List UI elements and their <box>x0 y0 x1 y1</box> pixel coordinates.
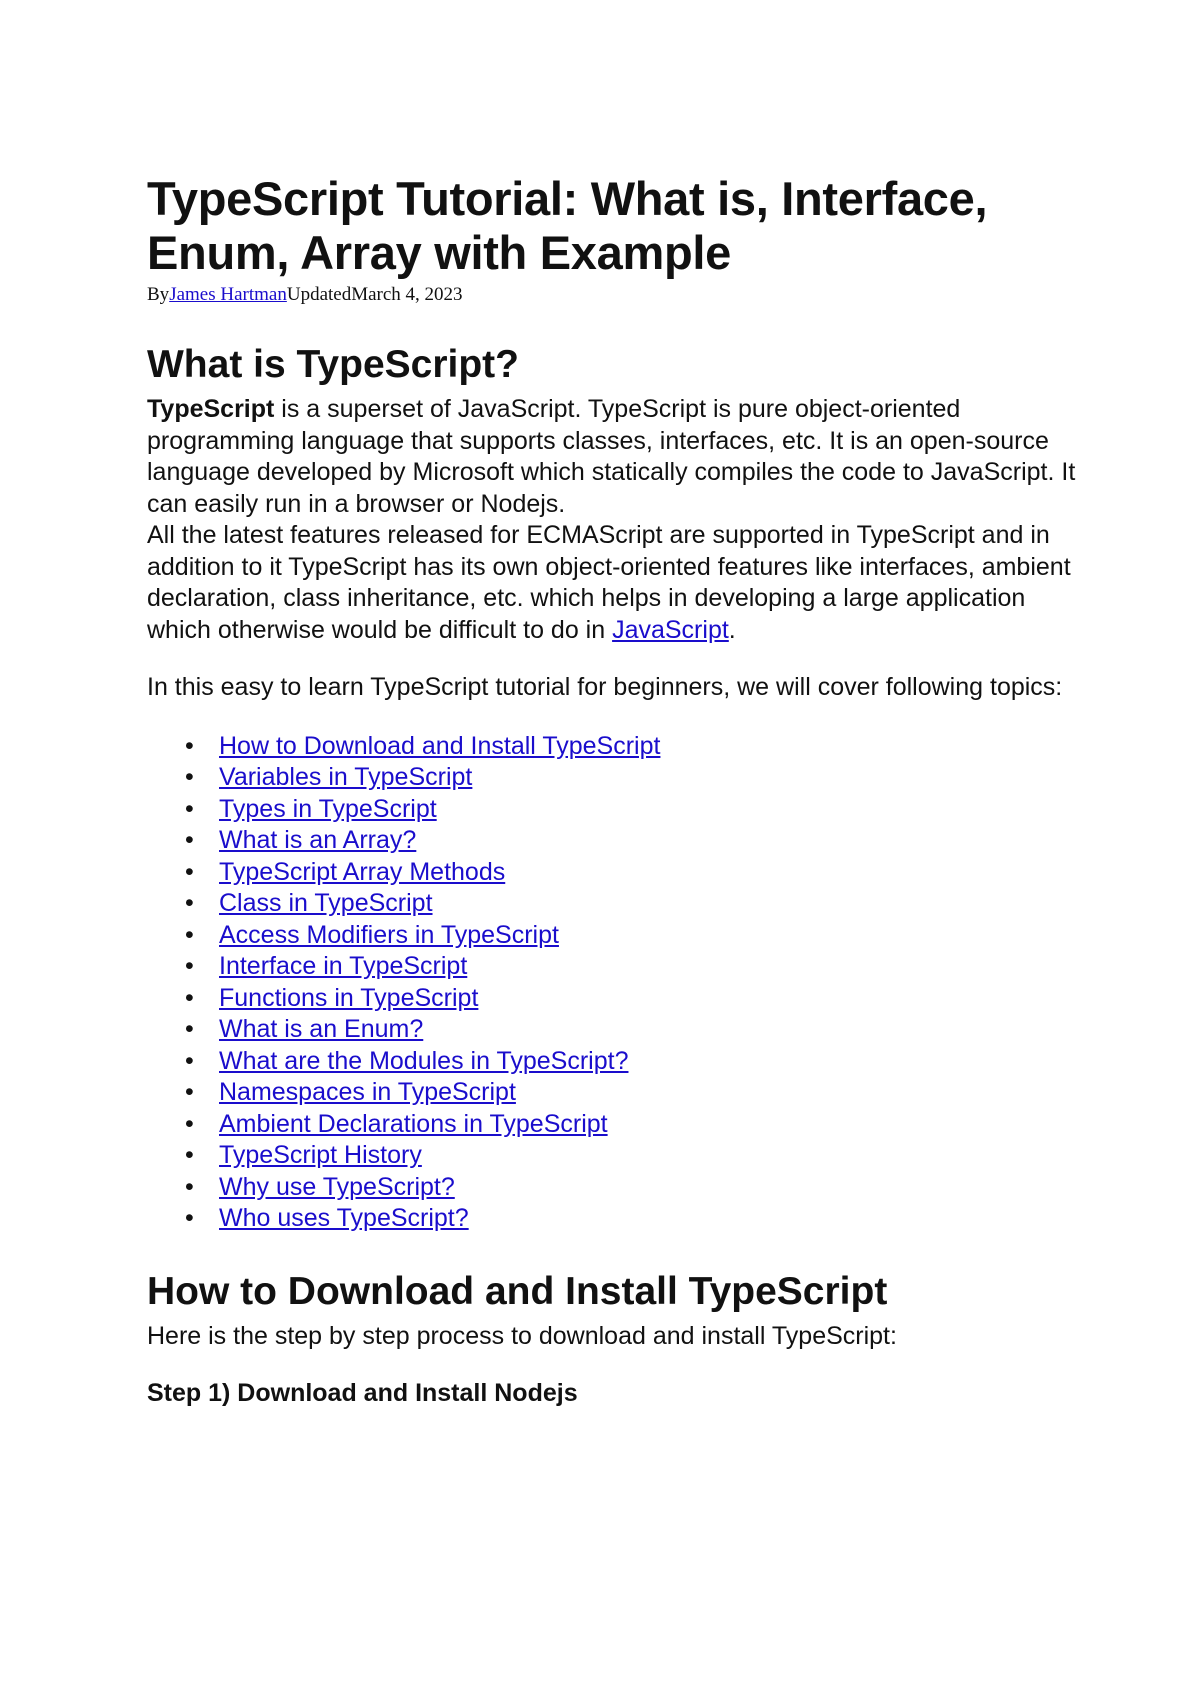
bullet-icon: • <box>185 1109 194 1138</box>
step-1-heading: Step 1) Download and Install Nodejs <box>147 1379 578 1407</box>
toc-item <box>185 857 1087 889</box>
toc-item <box>185 1046 1087 1078</box>
toc-link-modules[interactable]: What are the Modules in TypeScript? <box>219 1046 629 1075</box>
toc-link-access-modifiers[interactable]: Access Modifiers in TypeScript <box>219 920 559 949</box>
bullet-icon: • <box>185 1078 194 1106</box>
page-title <box>147 172 1087 280</box>
byline <box>147 284 1087 306</box>
toc-link-why-use[interactable]: Why use TypeScript? <box>219 1172 455 1201</box>
toc-link-variables[interactable]: Variables in TypeScript <box>219 763 473 791</box>
intro-paragraph <box>147 394 1087 646</box>
toc-link-array[interactable]: What is an Array? <box>219 826 417 854</box>
toc-link-enum[interactable]: What is an Enum? <box>219 1015 424 1043</box>
title-line-1: TypeScript Tutorial: What is, Interface, <box>147 172 988 225</box>
toc-link-interface[interactable]: Interface in TypeScript <box>219 952 468 980</box>
toc-link-history[interactable]: TypeScript History <box>219 1141 422 1169</box>
byline-by: By <box>147 284 170 305</box>
toc-item <box>185 1014 1087 1046</box>
toc-link-functions[interactable]: Functions in TypeScript <box>219 983 479 1012</box>
bullet-icon: • <box>185 1204 194 1232</box>
article <box>147 172 1087 1409</box>
bullet-icon: • <box>185 952 194 980</box>
toc-link-class[interactable]: Class in TypeScript <box>219 889 433 917</box>
toc-item <box>185 762 1087 794</box>
bullet-icon: • <box>185 920 194 949</box>
javascript-link[interactable]: JavaScript <box>612 615 729 644</box>
toc-link-namespaces[interactable]: Namespaces in TypeScript <box>219 1078 516 1106</box>
bullet-icon: • <box>185 794 194 823</box>
bullet-icon: • <box>185 857 194 886</box>
toc-item <box>185 1140 1087 1172</box>
toc-item <box>185 1109 1087 1141</box>
features-end: . <box>728 615 736 644</box>
bullet-icon: • <box>185 1172 194 1201</box>
toc-item <box>185 1203 1087 1235</box>
bullet-icon: • <box>185 1015 194 1043</box>
toc-link-types[interactable]: Types in TypeScript <box>219 794 437 823</box>
bullet-icon: • <box>185 1046 194 1075</box>
toc-item <box>185 888 1087 920</box>
toc-link-ambient-declarations[interactable]: Ambient Declarations in TypeScript <box>219 1109 608 1138</box>
topics-intro-paragraph: In this easy to learn TypeScript tutorial for beginners, we will cover following topics: <box>147 673 1063 701</box>
toc-item <box>185 825 1087 857</box>
install-description: Here is the step by step process to download and install TypeScript: <box>147 1321 897 1350</box>
toc-item <box>185 731 1087 763</box>
bullet-icon: • <box>185 826 194 854</box>
heading-what-is-typescript: What is TypeScript? <box>147 343 519 386</box>
toc-link-array-methods[interactable]: TypeScript Array Methods <box>219 857 506 886</box>
toc-link-download-install[interactable]: How to Download and Install TypeScript <box>219 731 661 760</box>
toc-link-who-uses[interactable]: Who uses TypeScript? <box>219 1204 469 1232</box>
bullet-icon: • <box>185 983 194 1012</box>
bullet-icon: • <box>185 1141 194 1169</box>
toc-item <box>185 1172 1087 1204</box>
toc-item <box>185 983 1087 1015</box>
features-text: All the latest features released for ECMAScript are supported in TypeScript and in addition to it TypeScript has its own object-oriented features like interfaces, ambient declaration, class inheritance, etc. which helps in developing a large application which otherwise would be difficult to do in <box>147 521 1071 644</box>
byline-updated-label: Updated <box>286 284 352 305</box>
bullet-icon: • <box>185 731 194 760</box>
table-of-contents <box>147 731 1087 1235</box>
author-link[interactable]: James Hartman <box>169 284 287 305</box>
intro-text: is a superset of JavaScript. TypeScript is pure object-oriented programming language that supports classes, interfaces, etc. It is an open-source language developed by Microsoft which statically compiles the code to JavaScript. It can easily run in a browser or Nodejs. <box>147 395 1076 518</box>
bullet-icon: • <box>185 763 194 791</box>
title-line-2: Enum, Array with Example <box>147 226 731 279</box>
bullet-icon: • <box>185 889 194 917</box>
toc-item <box>185 951 1087 983</box>
intro-bold-term: TypeScript <box>147 395 275 423</box>
toc-item <box>185 794 1087 826</box>
heading-download-install: How to Download and Install TypeScript <box>147 1269 888 1313</box>
toc-item <box>185 1077 1087 1109</box>
byline-date: March 4, 2023 <box>351 284 463 305</box>
toc-item <box>185 920 1087 952</box>
